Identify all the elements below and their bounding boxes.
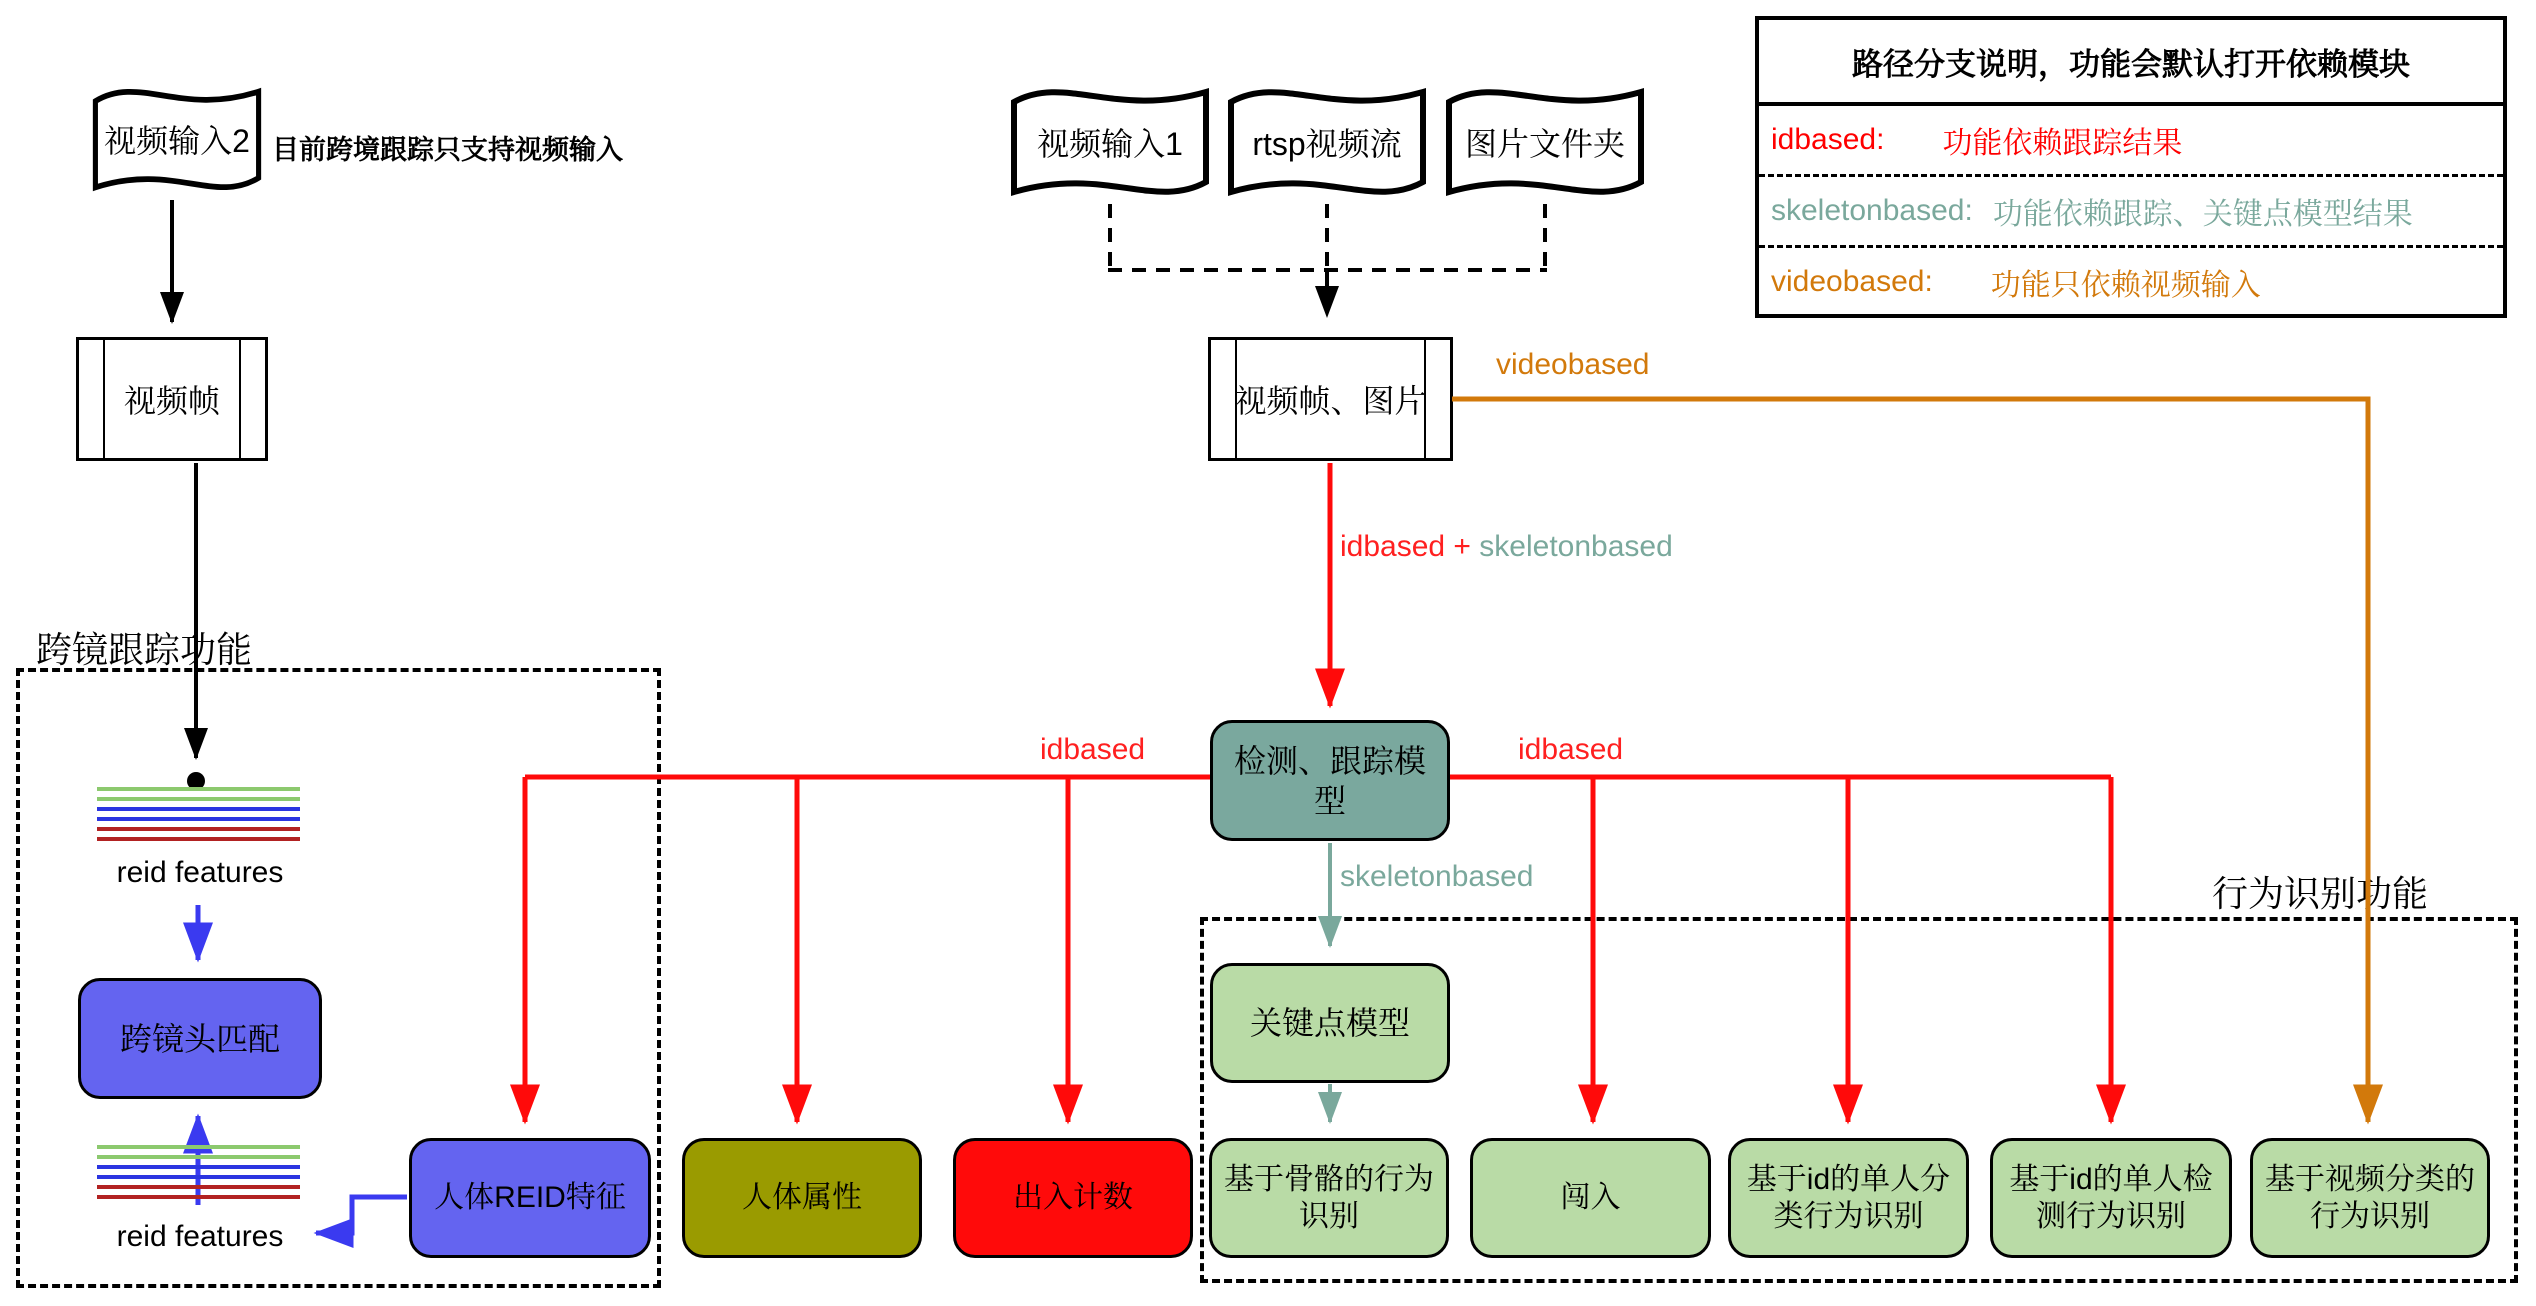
doc-label: rtsp视频流 bbox=[1252, 125, 1402, 162]
node-label: 人体REID特征 bbox=[434, 1181, 626, 1215]
node-label: 关键点模型 bbox=[1249, 1005, 1410, 1041]
legend-row-idbased bbox=[1759, 106, 2503, 174]
node-label: 检测、跟踪模型 bbox=[1233, 742, 1426, 819]
node-id-single-classify-action bbox=[1728, 1138, 1969, 1258]
legend-desc: 功能只依赖视频输入 bbox=[1990, 269, 2261, 302]
doc-video-input-1 bbox=[1010, 82, 1210, 202]
doc-label: 视频输入2 bbox=[104, 123, 250, 160]
node-label: 视频帧 bbox=[123, 383, 220, 419]
legend-key: idbased: bbox=[1771, 123, 1885, 156]
legend-row-videobased bbox=[1759, 245, 2503, 316]
doc-label: 视频输入1 bbox=[1037, 125, 1183, 162]
node-skeleton-action-recognition bbox=[1209, 1138, 1449, 1258]
edge-label-idbased-right: idbased bbox=[1518, 733, 1624, 766]
node-id-single-detect-action bbox=[1990, 1138, 2232, 1258]
node-label: 基于视频分类的行为识别 bbox=[2265, 1162, 2475, 1233]
node-video-frame bbox=[76, 337, 268, 461]
reid-features-caption-bottom: reid features bbox=[116, 1220, 284, 1253]
node-human-attributes bbox=[682, 1138, 922, 1258]
node-cross-camera-match bbox=[78, 978, 322, 1099]
node-label: 基于id的单人检测行为识别 bbox=[2009, 1162, 2213, 1233]
legend-panel bbox=[1755, 16, 2507, 318]
legend-desc: 功能依赖跟踪结果 bbox=[1942, 127, 2183, 160]
node-label: 人体属性 bbox=[742, 1181, 862, 1215]
node-label: 视频帧、图片 bbox=[1234, 383, 1427, 419]
legend-key: skeletonbased: bbox=[1771, 194, 1973, 227]
node-keypoint-model bbox=[1210, 963, 1450, 1083]
node-human-reid-feature bbox=[409, 1138, 651, 1258]
node-label: 基于骨骼的行为识别 bbox=[1224, 1162, 1434, 1233]
doc-video-input-2 bbox=[92, 82, 262, 197]
edge-label-idbased-plus-skeletonbased bbox=[1340, 530, 1673, 564]
node-label: 出入计数 bbox=[1013, 1181, 1133, 1215]
legend-row-skeletonbased bbox=[1759, 174, 2503, 245]
edges-dashed-inputs bbox=[1108, 204, 1547, 316]
edge-label-idbased-part: idbased + bbox=[1340, 530, 1471, 563]
doc-label: 图片文件夹 bbox=[1464, 125, 1625, 162]
node-detect-track-model bbox=[1210, 720, 1450, 841]
node-entry-exit-counting bbox=[953, 1138, 1193, 1258]
annotation-note: 目前跨境跟踪只支持视频输入 bbox=[272, 135, 623, 165]
node-intrusion bbox=[1470, 1138, 1711, 1258]
edge-label-videobased: videobased bbox=[1496, 348, 1650, 381]
group-label-action-recognition: 行为识别功能 bbox=[2212, 873, 2429, 914]
node-video-frame-image bbox=[1208, 337, 1453, 461]
node-label: 闯入 bbox=[1560, 1181, 1621, 1215]
reid-features-caption-top: reid features bbox=[116, 856, 284, 889]
node-label: 基于id的单人分类行为识别 bbox=[1746, 1162, 1951, 1233]
doc-image-folder bbox=[1445, 82, 1645, 202]
node-label: 跨镜头匹配 bbox=[119, 1020, 280, 1057]
edge-label-skeletonbased-part: skeletonbased bbox=[1479, 530, 1673, 563]
doc-rtsp-stream bbox=[1227, 82, 1427, 202]
node-video-classify-action bbox=[2250, 1138, 2490, 1258]
edge-label-skeletonbased: skeletonbased bbox=[1340, 860, 1534, 893]
legend-key: videobased: bbox=[1771, 265, 1933, 298]
group-label-cross-camera: 跨镜跟踪功能 bbox=[36, 629, 253, 670]
legend-desc: 功能依赖跟踪、关键点模型结果 bbox=[1992, 198, 2413, 231]
edge-label-idbased-left: idbased bbox=[1040, 733, 1146, 766]
legend-title: 路径分支说明，功能会默认打开依赖模块 bbox=[1759, 20, 2503, 106]
